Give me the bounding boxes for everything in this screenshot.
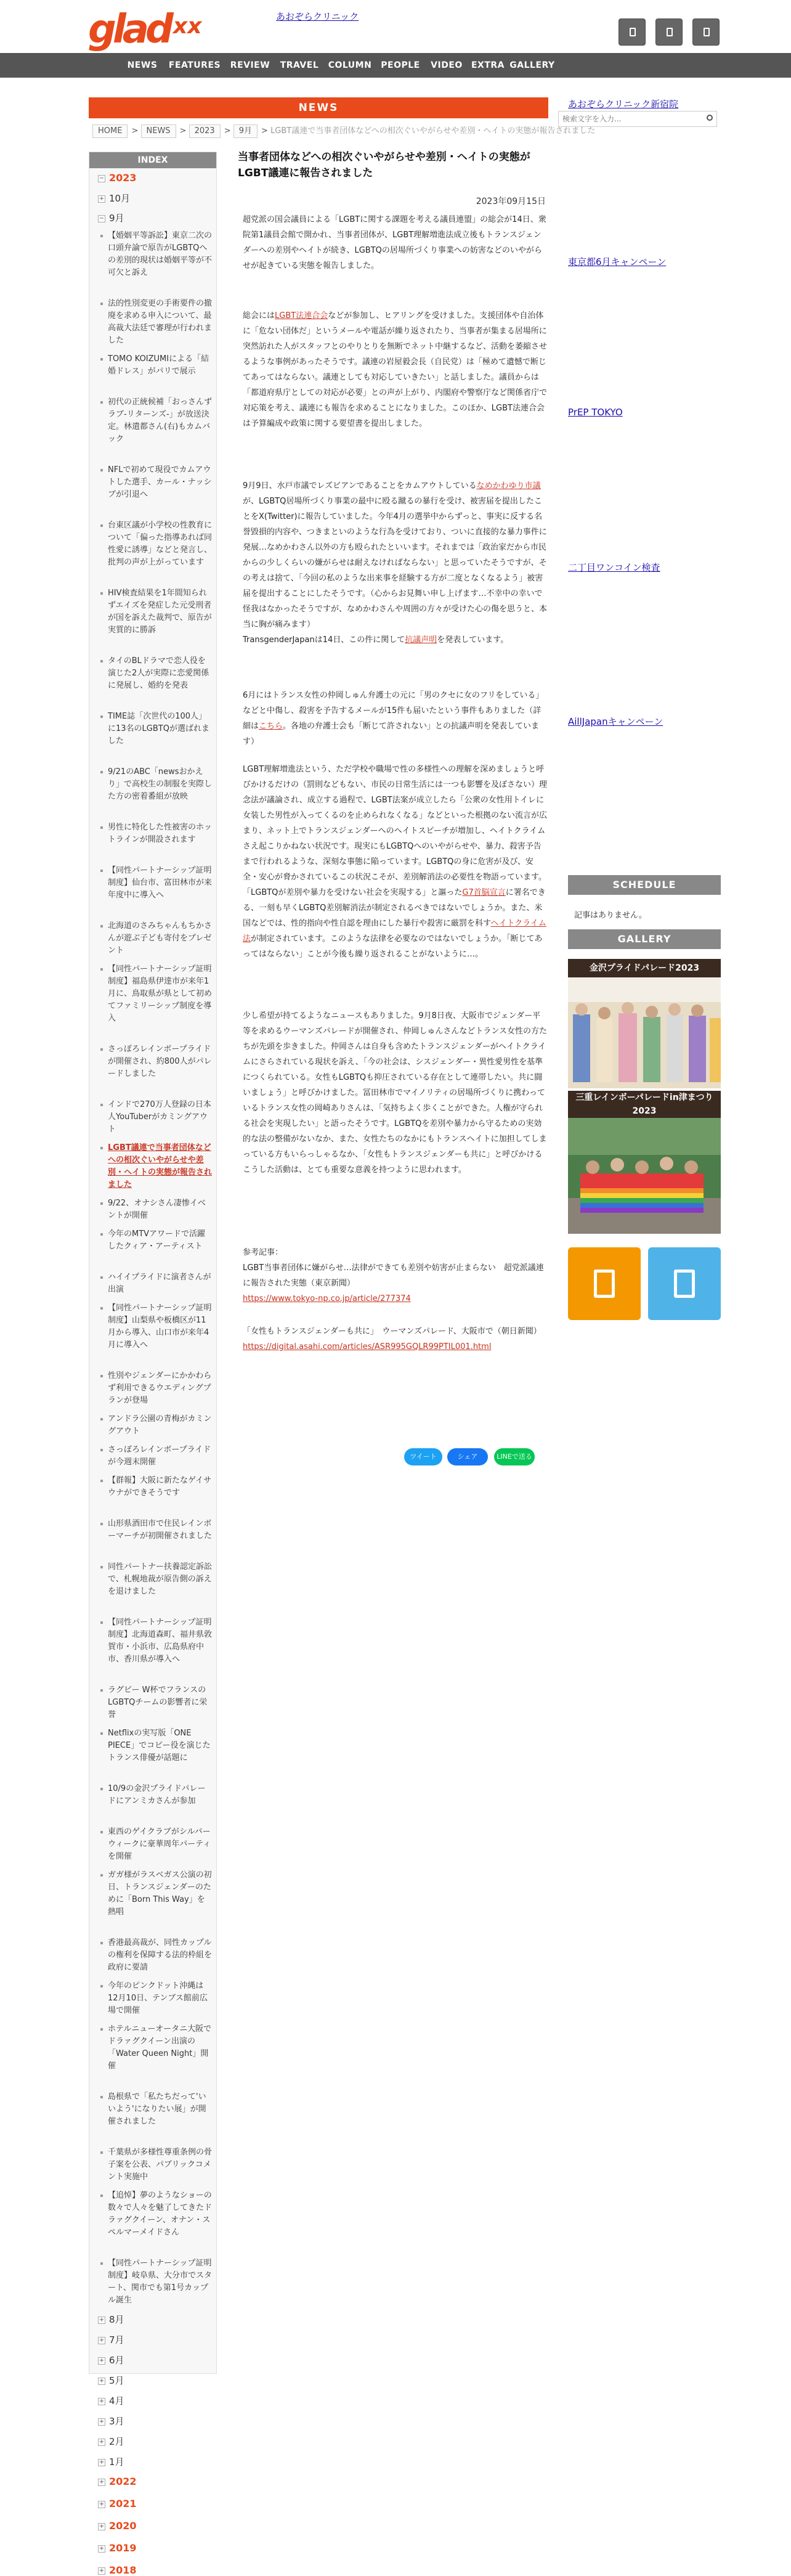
bullet-icon [100, 1202, 103, 1205]
bullet-icon [100, 1233, 103, 1236]
social-button-orange[interactable] [568, 1247, 641, 1320]
article-title: 当事者団体などへの相次ぐいやがらせや差別・ヘイトの実態がLGBT議連に報告されました [238, 151, 530, 179]
bullet-icon [100, 358, 103, 361]
bullet-icon [100, 2195, 103, 2197]
gallery-2-image[interactable] [568, 1118, 721, 1234]
logo-text: glad [88, 7, 170, 52]
reference-2-text: 「女性もトランスジェンダーも共に」 ウーマンズパレード、大阪市で（朝日新聞） [243, 1327, 542, 1336]
breadcrumb-home[interactable]: HOME [92, 124, 128, 138]
ad-one-coin-test[interactable]: 二丁目ワンコイン検査 [568, 562, 660, 573]
gallery-1-title[interactable]: 金沢プライドパレード2023 [568, 959, 721, 977]
year-item[interactable]: + 2022 [99, 2476, 137, 2487]
gallery-header: GALLERY [568, 929, 721, 949]
index-header: INDEX [89, 152, 216, 168]
gallery-1-photo [568, 977, 721, 1088]
index-article-link[interactable]: ホテルニューオータニ大阪でドラァグクイーン出演の「Water Queen Night」開催 [108, 2023, 213, 2073]
expand-icon[interactable]: + [99, 2458, 105, 2466]
index-article-link[interactable]: 千葉県が多様性尊重条例の骨子案を公表、パブリックコメント実施中 [108, 2146, 213, 2183]
phone-icon [674, 1270, 695, 1298]
expand-icon[interactable]: + [99, 2377, 105, 2384]
index-article-link[interactable]: 【同性パートナーシップ証明制度】岐阜県、大分市でスタート、関市でも第1号カップル誕生 [108, 2257, 213, 2307]
breadcrumb-year[interactable]: 2023 [189, 124, 221, 138]
index-article-link[interactable]: 男性に特化した性被害のホットラインが開設されます [108, 821, 213, 846]
nav-news[interactable]: NEWS [127, 60, 158, 70]
bullet-icon [100, 1449, 103, 1451]
ad-prep-tokyo[interactable]: PrEP TOKYO [568, 407, 623, 418]
reference-1-link[interactable]: https://www.tokyo-np.co.jp/article/277374 [243, 1294, 411, 1303]
expand-icon[interactable]: + [99, 2478, 105, 2485]
index-article-link[interactable]: タイのBLドラマで恋人役を演じた2人が実際に恋愛関係に発展し、婚約を発表 [108, 655, 213, 692]
month-item[interactable]: + 3月 [99, 2416, 124, 2427]
bullet-icon [100, 1523, 103, 1525]
article-paragraph-3: 9月9日、水戸市議でレズビアンであることをカムアウトしているなめかわゆり市議が、LGBTQ居場所づくり事業の最中に殴る蹴るの暴行を受け、被害届を提出したことをX(Twitter)に報告していました。今年4月の選挙中からずっと、事実に反する名誉毀損的内容や、つきまといのような行為を受けており、ついに直接的な暴力事件に発展…なめかわさん以外の方も殴られたといいます。それまでは「政治家だから市民からの少しくらいの嫌がらせは耐えなければならない」と思っていたそうですが、その考えは捨て、「今回の私のような出来事を経験する方が二度となくなるよう」被害届を提出することにしたそうです。（心からお見舞い申し上げます…不幸中の幸いで怪我はなかったそうですが、なめかわさんや周囲の方々が受けた心の傷を思うと、本当に胸が痛みます） TransgenderJapanは14日、この件に関して抗議声明を発表しています。 [243, 481, 548, 645]
year-item[interactable]: + 2020 [99, 2520, 137, 2532]
index-article-link[interactable]: 山形県酒田市で住民レインボーマーチが初開催されました [108, 1518, 213, 1543]
phone-icon [704, 28, 710, 36]
nav-gallery[interactable]: GALLERY [509, 60, 555, 70]
expand-icon[interactable]: + [99, 2522, 105, 2530]
ad-tokyo-campaign[interactable]: 東京都6月キャンペーン [568, 256, 667, 267]
section-title: NEWS [89, 97, 548, 118]
index-article-link[interactable]: さっぽろレインボープライドが開催され、約800人がパレードしました [108, 1043, 213, 1080]
index-article-link[interactable]: インドで270万人登録の日本人YouTuberがカミングアウト [108, 1099, 213, 1136]
expand-icon[interactable]: + [99, 2316, 105, 2323]
month-item[interactable]: + 4月 [99, 2395, 124, 2407]
index-article-link[interactable]: ラグビー W杯でフランスのLGBTQチームの影響者に栄誉 [108, 1684, 213, 1721]
breadcrumb-sep: > [179, 126, 187, 136]
gallery-2-title[interactable]: 三重レインボーパレードin津まつり2023 [568, 1091, 721, 1118]
article-paragraph-1: 超党派の国会議員による「LGBTに関する課題を考える議員連盟」の総会が14日、衆院第1議員会館で開かれ、当事者団体が、LGBT理解増進法成立後もトランスジェンダーへの差別やヘイトが続き、LGBTQの居場所づくり事業への妨害などのいやがらせが起きている実態を報告しました。 [243, 215, 546, 271]
bullet-icon [100, 1689, 103, 1692]
index-article-link[interactable]: NFLで初めて現役でカムアウトした選手、カール・ナッシブが引退へ [108, 464, 213, 501]
bullet-icon [100, 1566, 103, 1568]
bullet-icon [100, 2096, 103, 2098]
index-article-link[interactable]: 【追悼】夢のようなショーの数々で人々を魅了してきたドラァグクイーン、オナン・スペルマーメイドさん [108, 2190, 213, 2239]
schedule-empty: 記事はありません。 [574, 911, 647, 920]
year-item[interactable]: + 2018 [99, 2564, 137, 2576]
bullet-icon [100, 303, 103, 305]
bullet-icon [100, 2151, 103, 2154]
header-button-2[interactable] [655, 18, 683, 46]
nav-review[interactable]: REVIEW [230, 60, 270, 70]
article-paragraph-6: 少し希望が持てるようなニュースもありました。9月8日夜、大阪市でジェンダー平等を求めるウーマンズパレードが開催され、仲岡しゅんさんなどトランス女性の方たちが先頭を歩きました。仲岡さんは自身も含めたトランスジェンダーがヘイトクライムにさらされている現状を訴え、「今の社会は、シスジェンダー・異性愛男性を基準につくられている。女性もLGBTQも抑圧されている存在として連帯したい。共に闘いましょう」と呼びかけました。冨田林市でマイノリティの居場所づくりに携わっているトランス女性の岡崎ありさんは、「気持ちよく歩くことができた。人権が守られる社会を実現したい」と語ったそうです。LGBTQを差別や暴力から守るための実効的な法の整備がないなか、また、女性たちのなかにもトランスヘイトに加担してしまっている方もいらっしゃるなか、「女性もトランスジェンダーも共に」と呼びかけるこうした活動は、とても重要な意義を持つように思われます。 [243, 1011, 548, 1175]
index-article-link[interactable]: ハイイプライドに演者さんが出演 [108, 1271, 213, 1296]
reference-label: 参考記事： [243, 1248, 283, 1257]
namekawa-link[interactable]: なめかわゆり市議 [476, 481, 541, 491]
nav-extra[interactable]: EXTRA [471, 60, 505, 70]
facebook-share-button[interactable]: シェア [447, 1448, 488, 1465]
index-article-link[interactable]: 9/21のABC「newsおかえり」で高校生の制服を実際した方の密着番組が放映 [108, 766, 213, 803]
reference-block [243, 1245, 547, 1355]
month-item[interactable]: + 8月 [99, 2314, 124, 2325]
tweet-button[interactable]: ツイート [404, 1448, 442, 1465]
breadcrumb-month[interactable]: 9月 [233, 124, 258, 138]
month-item[interactable]: + 5月 [99, 2375, 124, 2386]
index-article-link[interactable]: 今年のMTVアワードで活躍したクィア・アーティスト [108, 1228, 213, 1253]
index-article-link[interactable]: 9/22、オナシさん凄惨イベントが開催 [108, 1197, 213, 1222]
breadcrumb-sep: > [131, 126, 139, 136]
bullet-icon [100, 968, 103, 971]
bullet-icon [100, 1307, 103, 1310]
index-article-link[interactable]: 性別やジェンダーにかかわらず利用できるウエディングプランが登場 [108, 1370, 213, 1407]
expand-icon[interactable]: + [99, 2438, 105, 2445]
article-paragraph-4: 6月にはトランス女性の仲岡しゅん弁護士の元に「男のクセに女のフリをしている」などと中傷し、殺害を予告するメールが15件も届いたという事件もありました（詳細はこちら。各地の弁護士会も「断じて許されない」との抗議声明を発表しています） [243, 691, 544, 746]
month-oct[interactable]: + 10月 [99, 193, 131, 204]
bullet-icon [100, 870, 103, 872]
protest-statement-link[interactable]: 抗議声明 [405, 635, 437, 645]
header-button-3[interactable] [692, 18, 720, 46]
month-item[interactable]: + 1月 [99, 2456, 124, 2468]
index-article-link[interactable]: 初代の正統候補「おっさんずラブ-リターンズ-」が放送決定。林遣都さん(右)もカムバック [108, 396, 213, 446]
bullet-icon [100, 1788, 103, 1790]
expand-icon[interactable]: + [99, 2567, 105, 2574]
collapse-icon[interactable]: − [99, 214, 105, 222]
bullet-icon [100, 1874, 103, 1877]
year-2023[interactable]: − 2023 [99, 172, 137, 184]
index-article-link[interactable]: 【同性パートナーシップ証明制度】山梨県や板橋区が11月から導入、山口市が来年4月に導入へ [108, 1302, 213, 1351]
index-article-link[interactable]: 法的性別変更の手術要件の撤廃を求める申入について、最高裁大法廷で審理が行われました [108, 298, 213, 347]
index-article-link[interactable]: Netflixの実写版「ONE PIECE」でコビー役を演じたトランス俳優が話題に [108, 1727, 213, 1764]
bullet-icon [100, 660, 103, 662]
expand-icon[interactable]: + [99, 195, 105, 202]
gallery-2-photo [568, 1118, 721, 1234]
main-nav [0, 53, 791, 78]
phone-icon [667, 28, 673, 36]
index-article-link[interactable]: 香港最高裁が、同性カップルの権利を保障する法的枠組を政府に要請 [108, 1937, 213, 1974]
bullet-icon [100, 1985, 103, 1987]
index-article-link[interactable]: 島根県で「私たちだって'いいよう'になりたい展」が開催されました [108, 2091, 213, 2128]
schedule-header: SCHEDULE [568, 875, 721, 895]
ad-aill-japan[interactable]: AillJapanキャンペーン [568, 716, 663, 727]
bullet-icon [100, 235, 103, 237]
year-item[interactable]: + 2019 [99, 2542, 137, 2554]
kochira-link[interactable]: こちら [259, 722, 283, 731]
social-button-blue[interactable] [648, 1247, 721, 1320]
index-article-link[interactable]: さっぽろレインボープライドが今週末開催 [108, 1444, 213, 1469]
article [238, 149, 546, 206]
index-article-link[interactable]: 【同性パートナーシップ証明制度】福島県伊達市が来年1月に、鳥取県が県として初めてファミリーシップ制度を導入 [108, 963, 213, 1025]
breadcrumb-sep: > [261, 126, 268, 136]
index-article-link[interactable]: 東西のゲイクラブがシルバーウィークに豪華周年パーティを開催 [108, 1826, 213, 1863]
bullet-icon [100, 1147, 103, 1149]
reference-1-text: LGBT当事者団体に嫌がらせ…法律ができても差別や妨害が止まらない 超党派議連に報告された実態（東京新聞） [243, 1263, 544, 1288]
hate-crime-law-link[interactable]: ヘイトクライム法 [243, 919, 546, 944]
bullet-icon [100, 1418, 103, 1420]
index-article-link[interactable]: 台東区議が小学校の性教育について「偏った指導あれば同性愛に誘導」などと発言し、批判の声が上がっています [108, 520, 213, 569]
index-article-link[interactable]: 北海道のさみちゃんもちかさんが遊ぶ子ども寄付をプレゼント [108, 920, 213, 957]
index-article-link[interactable]: 【群報】大阪に新たなゲイサウナができそうです [108, 1475, 213, 1499]
nav-video[interactable]: VIDEO [431, 60, 463, 70]
ad-aozora-clinic[interactable]: あおぞらクリニック新宿院 [568, 99, 679, 110]
bullet-icon [100, 1831, 103, 1833]
bullet-icon [100, 2262, 103, 2265]
month-item[interactable]: + 2月 [99, 2436, 124, 2447]
bullet-icon [100, 826, 103, 829]
article-date: 2023年09月15日 [476, 197, 546, 206]
breadcrumb-current: LGBT議連で当事者団体などへの相次ぐいやがらせや差別・ヘイトの実態が報告されました [270, 126, 596, 136]
breadcrumb-news[interactable]: NEWS [141, 124, 176, 138]
breadcrumb [92, 123, 596, 139]
top-banner-link[interactable]: あおぞらクリニック [276, 11, 359, 22]
index-article-link[interactable]: 10/9の金沢プライドパレードにアンミカさんが参加 [108, 1783, 213, 1808]
reference-2-link[interactable]: https://digital.asahi.com/articles/ASR995GQLR99PTIL001.html [243, 1342, 492, 1351]
bullet-icon [100, 1104, 103, 1106]
bullet-icon [100, 1480, 103, 1482]
month-sep[interactable]: − 9月 [99, 213, 124, 224]
gallery-1-image[interactable] [568, 977, 721, 1088]
bullet-icon [100, 524, 103, 527]
nav-travel[interactable]: TRAVEL [280, 60, 319, 70]
month-item[interactable]: + 6月 [99, 2355, 124, 2366]
index-article-link[interactable]: 【婚姻平等訴訟】東京二次の口頭弁論で原告がLGBTQへの差別的現状は婚姻平等が不可欠と訴え [108, 230, 213, 279]
line-share-button[interactable]: LINEで送る [494, 1448, 535, 1465]
index-article-link[interactable]: TOMO KOIZUMIによる「結婚ドレス」がパリで展示 [108, 353, 213, 378]
bullet-icon [100, 401, 103, 404]
expand-icon[interactable]: + [99, 2336, 105, 2344]
phone-icon [630, 28, 636, 36]
article-paragraph-5: LGBT理解増進法という、ただ学校や職場で性の多様性への理解を深めましょうと呼びかけるだけの（罰則などもない、市民の日常生活には一つも影響を及ぼさない）理念法が議論され、成立する過程で、LGBT法案が成立したら「公衆の女性用トイレに女装した男性が入ってくるのを止められなくなる」などといった根拠のない流言が広まり、ネット上でトランスジェンダーへのヘイトスピーチが増加し、ヘイトクライムさえ起こりかねない状況です。現実にもLGBTQへのいやがらせや、暴力、殺害予告まで行われるような、深刻な事態に陥っています。LGBTQの身に危害が及び、安全・安心が脅かされているこの状況こそが、差別解消法の必要性を物語っています。「LGBTQが差別や暴力を受けない社会を実現する」と謳ったG7首脳宣言に署名できる、一刻も早くLGBTQ差別解消法が制定されるべきではないでしょうか。また、米国などでは、性的指向や性自認を理由にした暴行や殺害に厳罰を科すヘイトクライム法が制定されています。このような法律を必要なのではないでしょうか。「断じてあってはならない」ことが今後も繰り返されることがないように…。 [243, 765, 548, 959]
bullet-icon [100, 1732, 103, 1735]
index-article-link[interactable]: TIME誌「次世代の100人」に13名のLGBTQが選ばれました [108, 711, 213, 748]
search-input[interactable] [559, 112, 700, 126]
search-box [558, 111, 717, 127]
site-header [0, 0, 791, 78]
header-button-1[interactable] [619, 18, 646, 46]
bullet-icon [100, 925, 103, 927]
article-paragraph-2: 総会にはLGBT法連合会などが参加し、ヒアリングを受けました。支援団体や自治体に「危ない団体だ」というメールや電話が繰り返されたり、当事者が集まる居場所に突然訪れた人がスタッフとのやりとりを無断でネット中継するなど、活動を萎縮させるような事例があったそうです。議連の岩屋毅会長（自民党）は「極めて遺憾で断じてあってはならない。議連としても対応していきたい」と話しました。議員からは「都道府県庁としての対応が必要」との声が上がり、内閣府や警察庁など関係省庁で対応策を考え、議連にも報告を求めることになりました。このほか、LGBT法連合会は予算編成や政策に関する要望書を提出しました。 [243, 311, 548, 428]
index-article-link[interactable]: ガガ様がラスベガス公演の初日、トランスジェンダーのために「Born This Way」を熱唱 [108, 1869, 213, 1918]
month-item[interactable]: + 7月 [99, 2334, 124, 2346]
index-sidebar [89, 152, 217, 2576]
breadcrumb-sep: > [224, 126, 231, 136]
expand-icon[interactable]: + [99, 2397, 105, 2405]
index-article-link[interactable]: LGBT議連で当事者団体などへの相次ぐいやがらせや差別・ヘイトの実態が報告されました [108, 1142, 213, 1191]
bullet-icon [100, 1621, 103, 1624]
nav-column[interactable]: COLUMN [328, 60, 372, 70]
expand-icon[interactable]: + [99, 2500, 105, 2508]
index-article-link[interactable]: 【同性パートナーシップ証明制度】北海道森町、福井県敦賀市・小浜市、広島県府中市、香川県が導入へ [108, 1616, 213, 1666]
bullet-icon [100, 469, 103, 471]
bullet-icon [100, 1942, 103, 1944]
search-icon[interactable] [707, 115, 713, 121]
expand-icon[interactable]: + [99, 2418, 105, 2425]
g7-link[interactable]: G7首脳宣言 [462, 888, 506, 897]
index-article-link[interactable]: アンドラ公園の青梅がカミングアウト [108, 1413, 213, 1438]
index-article-link[interactable]: 今年のピンクドット沖縄は12月10日、テンブス館前広場で開催 [108, 1980, 213, 2017]
site-logo[interactable] [88, 7, 202, 52]
expand-icon[interactable]: + [99, 2357, 105, 2364]
phone-icon [594, 1270, 615, 1298]
index-article-link[interactable]: 【同性パートナーシップ証明制度】仙台市、富田林市が来年度中に導入へ [108, 865, 213, 902]
bullet-icon [100, 1048, 103, 1051]
bullet-icon [100, 1276, 103, 1279]
expand-icon[interactable]: + [99, 2545, 105, 2552]
logo-suffix: xx [173, 14, 202, 39]
nav-people[interactable]: PEOPLE [381, 60, 420, 70]
bullet-icon [100, 715, 103, 718]
bullet-icon [100, 2028, 103, 2031]
bullet-icon [100, 1375, 103, 1377]
lgbt-rengokai-link[interactable]: LGBT法連合会 [275, 311, 328, 320]
bullet-icon [100, 771, 103, 773]
index-article-link[interactable]: HIV検査結果を1年間知られずエイズを発症した元受刑者が国を訴えた裁判で、原告が実質的に勝訴 [108, 587, 213, 637]
bullet-icon [100, 592, 103, 595]
collapse-icon[interactable]: − [99, 174, 105, 182]
index-article-link[interactable]: 同性パートナー扶養認定訴訟で、札幌地裁が原告側の訴えを退けました [108, 1561, 213, 1598]
year-item[interactable]: + 2021 [99, 2498, 137, 2509]
nav-features[interactable]: FEATURES [168, 60, 221, 70]
